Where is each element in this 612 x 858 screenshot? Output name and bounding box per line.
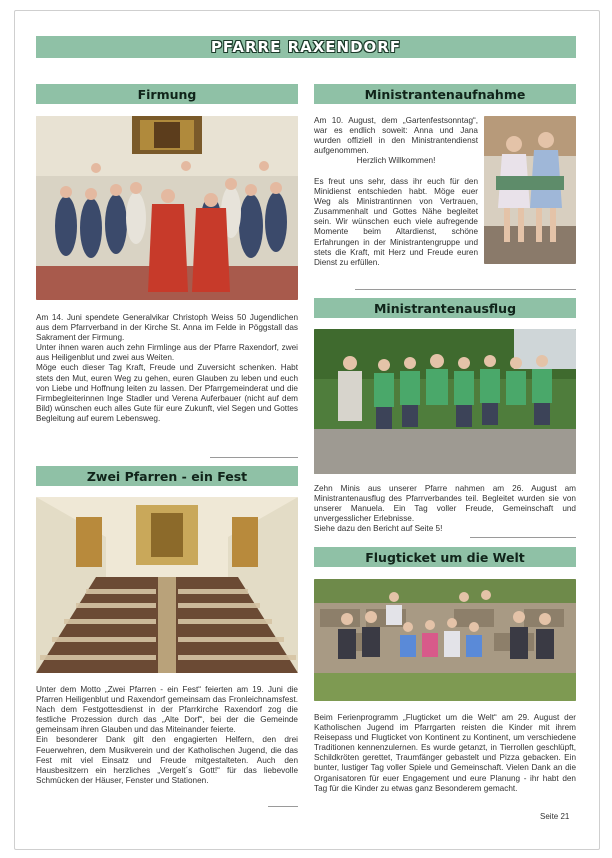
divider: [210, 457, 298, 458]
firmung-text: [36, 313, 298, 424]
page-number: Seite 21: [540, 812, 570, 821]
firmung-paragraph: Am 14. Juni spendete Generalvikar Christoph Weiss 50 Jugendlichen aus dem Pfarrverband in der Kirche St. Anna im Felde in Pöggstall das Sakrament der Firmung.: [36, 313, 298, 343]
divider: [268, 806, 298, 807]
ministrantenaufnahme-text: [314, 177, 478, 268]
section-title-ministrantenaufnahme: Ministrantenaufnahme: [314, 84, 576, 104]
church-procession-photo: [36, 497, 298, 673]
ministrantenaufnahme-paragraph: Am 10. August, dem „Gartenfestsonntag“, war es endlich soweit: Anna und Jana wurden offiziell in den Ministrantendienst aufgenommen.: [314, 116, 478, 156]
ministrantenaufnahme-greeting: Herzlich Willkommen!: [356, 156, 436, 166]
divider: [355, 289, 576, 290]
flugticket-photo: [314, 579, 576, 701]
firmung-photo: [36, 116, 298, 300]
ministrantenausflug-paragraph: Zehn Minis aus unserer Pfarre nahmen am 26. August am Ministrantenausflug des Pfarrverbandes teil. Begleitet wurden sie von unserer Manuela. Ein Tag voller Freude, Gemeinschaft und unvergesslicher Erlebnisse.: [314, 484, 576, 524]
ministrantenaufnahme-paragraph: Es freut uns sehr, dass ihr euch für den Minidienst entschieden habt. Möge euer Weg als Ministrantinnen von Vertrauen, Zusammenhalt und Gottes Nähe begleitet sein. Wir wünschen euch viele aufregende Momente beim Altardienst, schöne Erfahrungen in der Ministrantengruppe und stets die Kraft, mit Herz und Freude euren Dienst zu erfüllen.: [314, 177, 478, 267]
section-title-flugticket: Flugticket um die Welt: [314, 547, 576, 567]
section-title-zwei-pfarren: Zwei Pfarren - ein Fest: [36, 466, 298, 486]
ministrantenausflug-photo: [314, 329, 576, 474]
zwei-pfarren-paragraph: Ein besonderer Dank gilt den engagierten Helfern, den drei Feuerwehren, dem Musikverein und der Katholischen Jugend, die das Fest mit viel Einsatz und Freude mitgestalteten. Auch den Hausbesitzern ein herzliches „Vergelt´s Gott!“ für das liebevolle Schmücken der Häuser, Fenster und Stationen.: [36, 735, 298, 785]
section-title-firmung: Firmung: [36, 84, 298, 104]
ministrantenausflug-note: Siehe dazu den Bericht auf Seite 5!: [314, 524, 443, 534]
new-altar-servers-photo: [484, 116, 576, 264]
flugticket-paragraph: Beim Ferienprogramm „Flugticket um die Welt“ am 29. August der Katholischen Jugend im Pfarrgarten reisten die Kinder mit ihrem Reisepass und Flugticket von Kontinent zu Kontinent, um verschiedene Traditionen kennenzulernen. Es wurde getanzt, in Tierrollen geschlüpft, Schildkröten gerettet, Traumfänger gebastelt und Pizza gebacken. Ein bunter, lustiger Tag voller Spiele und Gemeinschaft. Vielen Dank an die Organisatoren für euer Engagement und eure Planung - ihr habt den Tag für die Kinder zu etwas ganz Besonderem gemacht.: [314, 713, 576, 793]
ministrantenaufnahme-intro: [314, 116, 478, 166]
firmung-paragraph: Möge euch dieser Tag Kraft, Freude und Zuversicht schenken. Habt stets den Mut, euren Weg zu gehen, euren Glauben zu leben und euch von Liebe und Hoffnung leiten zu lassen. Der Pfarrgemeinderat und die Firmbegleiterinnen Inge Stadler und Verena Auferbauer (nicht auf dem Bild) wünschen euch alles Gute für eure Zukunft, viel Segen und Gottes Begleitung auf eurem Lebensweg.: [36, 363, 298, 423]
section-title-ministrantenausflug: Ministrantenausflug: [314, 298, 576, 318]
firmung-paragraph: Unter ihnen waren auch zehn Firmlinge aus der Pfarre Raxendorf, zwei aus Heiligenblut und zwei aus Weiten.: [36, 343, 298, 363]
ministrantenausflug-text: [314, 484, 576, 534]
page-header: PFARRE RAXENDORF: [36, 36, 576, 58]
divider: [470, 537, 576, 538]
flugticket-text: [314, 713, 576, 794]
zwei-pfarren-paragraph: Unter dem Motto „Zwei Pfarren - ein Fest“ feierten am 19. Juni die Pfarren Heiligenblut und Raxendorf gemeinsam das Fronleichnamsfest. Nach dem Festgottesdienst in der Pfarrkirche Raxendorf zog die festliche Prozession durch das „Alte Dorf“, bei der die Gemeinde gemeinsam ihren Glauben und das Miteinander feierte.: [36, 685, 298, 735]
zwei-pfarren-text: [36, 685, 298, 786]
